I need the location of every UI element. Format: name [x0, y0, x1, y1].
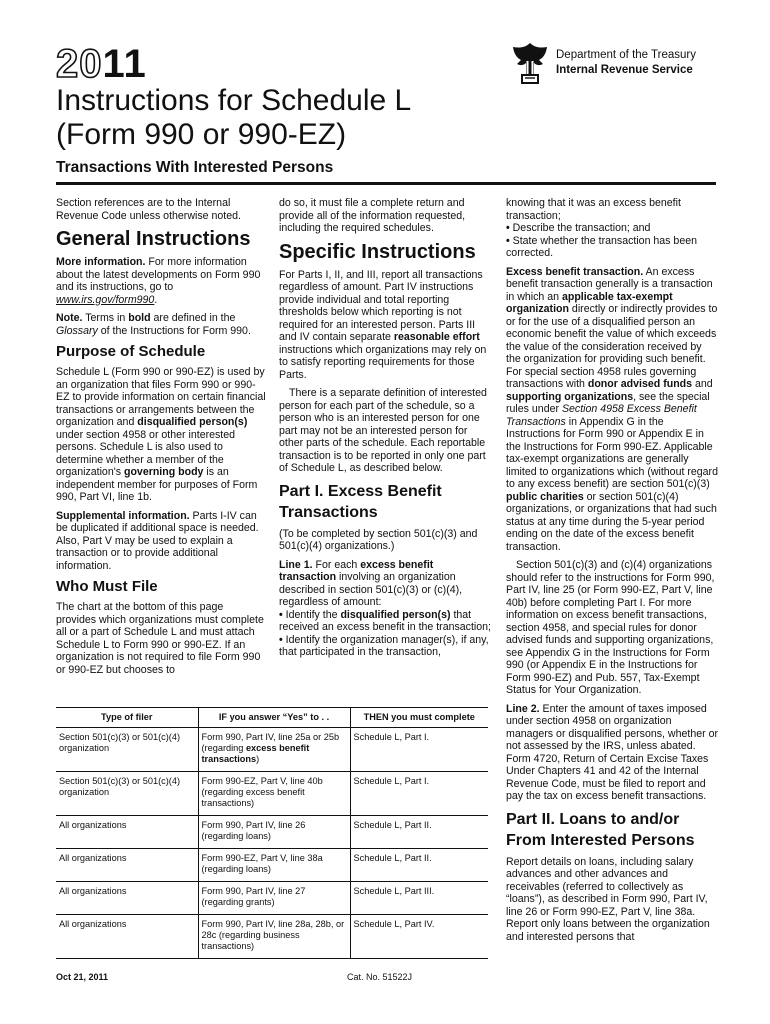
ebt-bold-3: supporting organizations [506, 390, 634, 403]
line-1-lead: Line 1. [279, 558, 313, 571]
continued-text: do so, it must file a complete return and provide all of the information requested, including the required schedules. [279, 197, 466, 234]
if-cell-end: ) [256, 754, 260, 764]
agency-name [556, 48, 696, 78]
form990-link[interactable]: www.irs.gov/form990 [56, 293, 155, 306]
specific-text-1: For Parts I, II, and III, report all transactions regardless of amount. Part IV instructions provide individual and total reporting thresholds below which reporting is not required for an interested person. Parts III and IV contain separate [279, 268, 483, 343]
more-info-lead: More information. [56, 256, 146, 268]
header-type-of-filer: Type of filer [56, 708, 198, 728]
purpose-text-3: is an independent member for purposes of Form 990, Part VI, line 1b. [56, 466, 258, 503]
table-row [56, 728, 488, 772]
filer-cell: All organizations [56, 849, 198, 882]
ebt-italic: Section 4958 Excess Benefit Transactions [506, 403, 697, 428]
line-2-text: Enter the amount of taxes imposed under section 4958 on organization managers or disqualified persons, whether or not assessed by the IRS, unless abated. Form 4720, Return of Certain Excise Taxes Under Chapters 41 and 42 of the Internal Revenue Code, must be filed to report and pay the tax on excess benefit transactions. [506, 702, 718, 802]
header-then-complete: THEN you must complete [350, 708, 488, 728]
table-row [56, 915, 488, 959]
who-must-file-heading: Who Must File [56, 578, 158, 595]
part-2-heading: Part II. Loans to and/or From Interested Persons [506, 810, 695, 849]
table-row [56, 772, 488, 816]
table-row [56, 849, 488, 882]
then-cell: Schedule L, Part II. [350, 816, 488, 849]
purpose-paragraph [56, 366, 266, 504]
ebt-text-6: or section 501(c)(4) organizations, or organizations that had such status at any time during the 5-year period ending on the date of the excess benefit transaction. [506, 490, 717, 553]
bullet-1-bold: disqualified person(s) [340, 608, 451, 621]
then-cell: Schedule L, Part IV. [350, 915, 488, 959]
page-title-line2: (Form 990 or 990-EZ) [56, 118, 347, 151]
then-cell: Schedule L, Part I. [350, 772, 488, 816]
line-1-text-1: For each [312, 558, 361, 571]
tax-year-suffix: 11 [102, 42, 147, 86]
part-1-note: (To be completed by section 501(c)(3) and 501(c)(4) organizations.) [279, 527, 478, 552]
table-row [56, 816, 488, 849]
line-2-lead: Line 2. [506, 702, 540, 715]
purpose-heading: Purpose of Schedule [56, 343, 206, 360]
column-3 [506, 197, 718, 949]
ebt-text-4: , see the special rules under [506, 390, 710, 415]
table-header-row [56, 708, 488, 728]
filer-cell: All organizations [56, 816, 198, 849]
purpose-bold-1: disqualified person(s) [137, 416, 248, 428]
line-2-paragraph [506, 703, 718, 803]
who-must-file-paragraph: The chart at the bottom of this page provides which organizations must complete all or a part of Schedule L and must attach Schedule L to Form 990 or 990-EZ. If an organization is not required to file Form 990 or 990-EZ but chooses to [56, 601, 264, 676]
line-1-paragraph [279, 559, 491, 609]
if-cell-bold: excess benefit transactions [201, 743, 310, 764]
column-2 [279, 197, 491, 665]
if-cell [198, 728, 350, 772]
ebt-text-2: directly or indirectly provides to or for the use of a disqualified person an economic benefit the value of which exceeds the value of the consideration received by the organization for providing such benefit. For special section 4958 rules governing transactions with [506, 303, 718, 390]
agency-line2: Internal Revenue Service [556, 64, 693, 76]
note-bold: bold [128, 312, 151, 324]
note-paragraph [56, 312, 266, 337]
if-cell: Form 990-EZ, Part V, line 38a (regarding loans) [198, 849, 350, 882]
more-info-paragraph [56, 256, 266, 306]
column-1 [56, 197, 266, 682]
continued-text-col3: knowing that it was an excess benefit transaction; [506, 197, 681, 222]
ebt-text-3: and [692, 378, 713, 390]
note-italic: Glossary [56, 324, 98, 337]
filer-cell: Section 501(c)(3) or 501(c)(4) organization [56, 728, 198, 772]
tax-year-prefix: 20 [56, 42, 103, 86]
filer-cell: All organizations [56, 915, 198, 959]
note-text-3: of the Instructions for Form 990. [97, 324, 251, 337]
separate-definition-paragraph: There is a separate definition of interested person for each part of the schedule, so a person who is an interested person for one part may not be an interested person for other parts of the schedule. Each reportable transaction is to be reported in only one part of Schedule L, as described below. [279, 387, 487, 474]
table-row [56, 882, 488, 915]
specific-instructions-heading: Specific Instructions [279, 240, 476, 263]
then-cell: Schedule L, Part II. [350, 849, 488, 882]
page-title [56, 84, 411, 152]
supplemental-paragraph [56, 510, 266, 573]
bullet-identify-disqualified [279, 609, 491, 634]
tax-year [56, 44, 147, 84]
header-rule [56, 182, 716, 185]
note-text-2: are defined in the [150, 312, 236, 324]
section-501-paragraph: Section 501(c)(3) and (c)(4) organizations should refer to the instructions for Form 990, Part IV, line 25 (or Form 990-EZ, Part V, line 40b) before completing Part I. For more information on excess benefit transactions, section 4958, and special rules for donor advised funds and supporting organizations, see Appendix G in the Instructions for Form 990 (or Appendix E in the Instructions for Form 990-EZ) and Pub. 557, Tax-Exempt Status for Your Organization. [506, 559, 715, 696]
more-info-end: . [154, 293, 158, 306]
line-1-bold: excess benefit transaction [279, 558, 434, 583]
if-cell: Form 990, Part IV, line 26 (regarding loans) [198, 816, 350, 849]
footer-date: Oct 21, 2011 [56, 972, 109, 982]
supplemental-text: Parts I-IV can be duplicated if additional space is needed. Also, Part V may be used to explain a transaction or to provide additional information. [56, 509, 259, 572]
ebt-bold-4: public charities [506, 490, 584, 503]
header-if-yes: IF you answer “Yes” to . . [198, 708, 350, 728]
ebt-bold-1: applicable tax-exempt organization [506, 290, 673, 315]
more-info-text: For more information about the latest developments on Form 990 and its instructions, go to [56, 256, 261, 293]
then-cell: Schedule L, Part I. [350, 728, 488, 772]
specific-paragraph [279, 269, 491, 382]
bullet-describe: • Describe the transaction; and [506, 222, 718, 235]
purpose-text-1: Schedule L (Form 990 or 990-EZ) is used by an organization that files Form 990 or 990-EZ to provide information on certain financial transactions or arrangements between the organization and [56, 366, 266, 428]
intro-text: Section references are to the Internal Revenue Code unless otherwise noted. [56, 197, 241, 222]
note-text-1: Terms in [82, 312, 129, 324]
excess-benefit-paragraph [506, 266, 718, 554]
if-cell: Form 990-EZ, Part V, line 40b (regarding excess benefit transactions) [198, 772, 350, 816]
ebt-bold-2: donor advised funds [587, 378, 693, 390]
then-cell: Schedule L, Part III. [350, 882, 488, 915]
agency-line1: Department of the Treasury [556, 49, 696, 61]
if-cell-text: Form 990, Part IV, line 25a or 25b (regarding [201, 732, 340, 753]
line-1-text-2: involving an organization described in section 501(c)(3) or (c)(4), regardless of amount: [279, 571, 463, 608]
filer-cell: Section 501(c)(3) or 501(c)(4) organization [56, 772, 198, 816]
purpose-text-2: under section 4958 or other interested persons. Schedule L is also used to determine whether a member of the organization's [56, 428, 236, 478]
supplemental-lead: Supplemental information. [56, 509, 190, 522]
bullet-identify-managers: • Identify the organization manager(s), if any, that participated in the transaction, [279, 634, 491, 659]
ebt-text-1: An excess benefit transaction generally is a transaction in which an [506, 265, 713, 303]
bullet-corrected: • State whether the transaction has been corrected. [506, 235, 718, 260]
specific-bold: reasonable effort [393, 331, 480, 343]
bullet-1-text-1: Identify the [285, 608, 341, 621]
filer-requirements-table [56, 707, 488, 959]
part-2-paragraph: Report details on loans, including salary advances and other advances and receivables (referred to collectively as “loans”), as described in Form 990, Part IV, line 26 or Form 990-EZ, Part V, line 38a. Report only loans between the organization and interested persons that [506, 855, 710, 943]
page-subtitle: Transactions With Interested Persons [56, 159, 334, 176]
if-cell: Form 990, Part IV, line 27 (regarding grants) [198, 882, 350, 915]
general-instructions-heading: General Instructions [56, 228, 251, 250]
ebt-lead: Excess benefit transaction. [506, 265, 644, 278]
if-cell: Form 990, Part IV, line 28a, 28b, or 28c (regarding business transactions) [198, 915, 350, 959]
specific-text-2: instructions which organizations may rely on to satisfy reporting requirements for those Parts. [279, 343, 487, 381]
ebt-text-5: in Appendix G in the Instructions for Form 990 or Appendix E in the Instructions for Form 990-EZ. Applicable tax-exempt organizations are generally limited to organizations which (without regard to any excess benefit) are section 501(c)(3) [506, 415, 718, 490]
purpose-bold-2: governing body [123, 466, 204, 478]
irs-eagle-seal-icon [507, 40, 553, 86]
part-1-heading: Part I. Excess Benefit Transactions [279, 482, 442, 521]
page-title-line1: Instructions for Schedule L [56, 84, 412, 117]
note-lead: Note. [56, 312, 83, 324]
filer-cell: All organizations [56, 882, 198, 915]
footer-catalog-number: Cat. No. 51522J [347, 972, 413, 982]
bullet-1-text-2: that received an excess benefit in the transaction; [279, 608, 491, 633]
